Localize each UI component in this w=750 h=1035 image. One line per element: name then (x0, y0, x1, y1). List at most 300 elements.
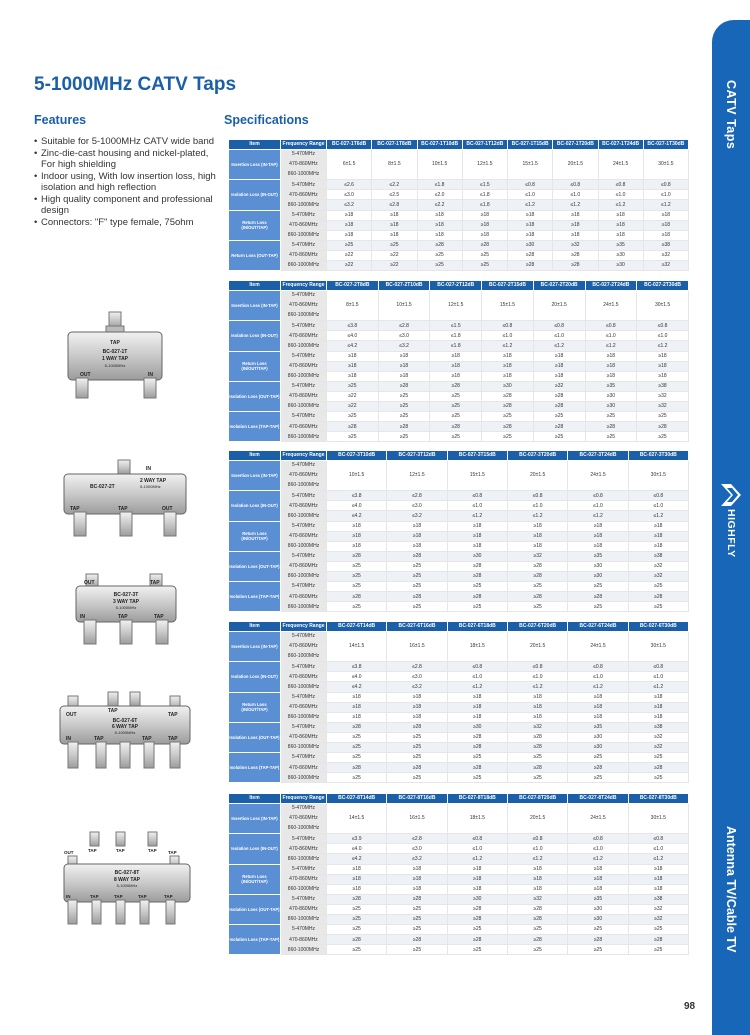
frequency-cell: 860-1000MHz (281, 481, 327, 491)
frequency-cell: 860-1000MHz (281, 541, 327, 551)
value-cell: ≤1.0 (447, 844, 507, 854)
sidebar-category-label: CATV Taps (724, 80, 738, 150)
value-cell: ≥35 (568, 894, 628, 904)
value-cell: ≤1.0 (507, 501, 567, 511)
spec-table-2way (228, 280, 689, 442)
value-cell: ≥18 (430, 361, 482, 371)
value-cell: ≤4.0 (327, 501, 387, 511)
value-cell: 10±1.5 (417, 150, 462, 180)
value-cell: ≥28 (507, 732, 567, 742)
value-cell: ≥28 (387, 763, 447, 773)
frequency-cell: 470-860MHz (281, 331, 327, 341)
value-cell: ≤1.2 (628, 854, 688, 864)
frequency-cell: 470-860MHz (281, 190, 327, 200)
table-row (229, 422, 689, 432)
table-row (229, 702, 689, 712)
table-row (229, 381, 689, 391)
frequency-cell: 470-860MHz (281, 702, 327, 712)
frequency-cell: 470-860MHz (281, 874, 327, 884)
table-row (229, 712, 689, 722)
value-cell: ≥28 (568, 935, 628, 945)
frequency-cell: 860-1000MHz (281, 572, 327, 582)
value-cell: ≤1.0 (447, 672, 507, 682)
value-cell: ≥25 (387, 753, 447, 763)
product-label: 6 WAY TAP (111, 724, 139, 730)
frequency-cell: 470-860MHz (281, 672, 327, 682)
frequency-cell: 5-470MHz (281, 210, 327, 220)
value-cell: ≥28 (430, 422, 482, 432)
column-header: Item (229, 794, 281, 804)
value-cell: ≥18 (327, 712, 387, 722)
value-cell: ≤1.2 (568, 682, 628, 692)
item-label: Return Loss (IN/OUT/TAP) (229, 521, 281, 551)
column-header: BC-027-3T24dB (568, 451, 628, 461)
value-cell: ≥25 (387, 945, 447, 955)
value-cell: ≥18 (417, 220, 462, 230)
value-cell: ≥25 (327, 602, 387, 612)
frequency-cell: 860-1000MHz (281, 773, 327, 783)
value-cell: ≥18 (598, 230, 643, 240)
table-header-row (229, 281, 689, 291)
value-cell: ≥25 (327, 773, 387, 783)
table-row (229, 240, 689, 250)
value-cell: ≥28 (447, 592, 507, 602)
item-label: Insertion Loss (IN-TAP) (229, 291, 281, 321)
value-cell: ≥28 (508, 250, 553, 260)
value-cell: ≥30 (447, 551, 507, 561)
table-row (229, 391, 689, 401)
product-label: 5-1000MHz (114, 730, 136, 735)
value-cell: ≥28 (387, 551, 447, 561)
value-cell: ≥25 (327, 915, 387, 925)
frequency-cell: 860-1000MHz (281, 200, 327, 210)
value-cell: ≥25 (462, 250, 507, 260)
frequency-cell: 5-470MHz (281, 753, 327, 763)
product-label: 5-1000MHz (140, 484, 161, 489)
value-cell: ≤1.2 (637, 341, 689, 351)
value-cell: 18±1.5 (447, 632, 507, 662)
value-cell: ≤1.0 (447, 501, 507, 511)
value-cell: ≥18 (378, 351, 430, 361)
frequency-cell: 5-470MHz (281, 834, 327, 844)
value-cell: ≥18 (637, 361, 689, 371)
value-cell: 20±1.5 (533, 291, 585, 321)
value-cell: ≥18 (507, 541, 567, 551)
table-row (229, 743, 689, 753)
value-cell: ≥18 (447, 864, 507, 874)
value-cell: ≤4.0 (327, 844, 387, 854)
value-cell: ≤1.5 (462, 180, 507, 190)
value-cell: ≥18 (507, 521, 567, 531)
specifications-heading: Specifications (224, 113, 309, 127)
table-row (229, 230, 689, 240)
column-header: BC-027-3T30dB (628, 451, 688, 461)
frequency-cell: 470-860MHz (281, 160, 327, 170)
value-cell: ≥25 (507, 753, 567, 763)
item-label: Isolation Loss (TAP-TAP) (229, 412, 281, 442)
value-cell: ≥25 (327, 904, 387, 914)
table-row (229, 250, 689, 260)
column-header: BC-027-8T16dB (387, 794, 447, 804)
value-cell: 8±1.5 (327, 291, 379, 321)
value-cell: 12±1.5 (430, 291, 482, 321)
frequency-cell: 470-860MHz (281, 642, 327, 652)
table-row (229, 592, 689, 602)
value-cell: ≤1.2 (507, 682, 567, 692)
value-cell: ≥25 (378, 432, 430, 442)
value-cell: ≥25 (387, 743, 447, 753)
value-cell: ≥25 (387, 602, 447, 612)
value-cell: ≤0.8 (507, 491, 567, 501)
value-cell: ≤1.2 (508, 200, 553, 210)
product-label: TAP (116, 848, 125, 853)
frequency-cell: 5-470MHz (281, 521, 327, 531)
frequency-cell: 470-860MHz (281, 763, 327, 773)
frequency-cell: 470-860MHz (281, 391, 327, 401)
frequency-cell: 5-470MHz (281, 804, 327, 814)
value-cell: ≥18 (447, 712, 507, 722)
value-cell: ≥18 (482, 371, 534, 381)
value-cell: ≥18 (372, 210, 417, 220)
value-cell: ≤1.8 (430, 341, 482, 351)
product-label: OUT (64, 850, 74, 855)
table-header-row (229, 140, 689, 150)
value-cell: ≤0.8 (508, 180, 553, 190)
frequency-cell: 5-470MHz (281, 412, 327, 422)
product-label: OUT (66, 712, 77, 718)
value-cell: ≥32 (507, 551, 567, 561)
value-cell: ≥18 (387, 531, 447, 541)
table-row (229, 672, 689, 682)
value-cell: ≥18 (372, 220, 417, 230)
value-cell: 20±1.5 (507, 461, 567, 491)
value-cell: 30±1.5 (628, 804, 688, 834)
value-cell: ≥18 (387, 884, 447, 894)
value-cell: ≤1.0 (507, 844, 567, 854)
value-cell: ≥25 (378, 412, 430, 422)
value-cell: ≥18 (447, 874, 507, 884)
table-row (229, 361, 689, 371)
value-cell: ≥18 (568, 884, 628, 894)
value-cell: ≥28 (482, 402, 534, 412)
value-cell: ≥18 (533, 351, 585, 361)
value-cell: 20±1.5 (507, 804, 567, 834)
table-row (229, 602, 689, 612)
column-header: BC-027-3T20dB (507, 451, 567, 461)
table-row (229, 412, 689, 422)
value-cell: ≥25 (585, 432, 637, 442)
value-cell: ≥18 (598, 210, 643, 220)
value-cell: ≥18 (447, 702, 507, 712)
table-row (229, 925, 689, 935)
value-cell: ≥18 (568, 521, 628, 531)
value-cell: ≤2.2 (372, 180, 417, 190)
value-cell: ≥25 (447, 773, 507, 783)
spec-table-1way (228, 139, 689, 271)
value-cell: ≥18 (327, 351, 379, 361)
value-cell: ≥25 (417, 261, 462, 271)
value-cell: ≥38 (628, 894, 688, 904)
value-cell: ≥28 (378, 422, 430, 432)
value-cell: ≥32 (637, 402, 689, 412)
value-cell: ≥18 (508, 210, 553, 220)
frequency-cell: 5-470MHz (281, 291, 327, 301)
value-cell: ≥18 (508, 230, 553, 240)
product-image-8way-tap (60, 830, 194, 930)
value-cell: ≤2.8 (378, 321, 430, 331)
frequency-cell: 5-470MHz (281, 180, 327, 190)
value-cell: ≥18 (327, 531, 387, 541)
value-cell: ≥28 (447, 572, 507, 582)
value-cell: ≥18 (568, 692, 628, 702)
product-label: BC-027-1T (102, 349, 128, 355)
value-cell: ≥30 (598, 250, 643, 260)
value-cell: ≥18 (378, 371, 430, 381)
value-cell: ≤1.2 (643, 200, 688, 210)
value-cell: ≥18 (462, 210, 507, 220)
frequency-cell: 470-860MHz (281, 422, 327, 432)
column-header: BC-027-6T18dB (447, 622, 507, 632)
value-cell: ≤1.0 (533, 331, 585, 341)
frequency-cell: 470-860MHz (281, 935, 327, 945)
frequency-cell: 860-1000MHz (281, 652, 327, 662)
value-cell: ≥25 (327, 945, 387, 955)
value-cell: ≥28 (553, 250, 598, 260)
value-cell: ≥18 (507, 531, 567, 541)
page-number: 98 (684, 1001, 696, 1012)
spec-table-3way (228, 450, 689, 612)
value-cell: ≤3.9 (327, 834, 387, 844)
value-cell: ≥35 (568, 722, 628, 732)
value-cell: ≤0.8 (637, 321, 689, 331)
value-cell: 30±1.5 (637, 291, 689, 321)
frequency-cell: 470-860MHz (281, 361, 327, 371)
product-label: 5-1000MHz (116, 883, 138, 888)
value-cell: ≤1.8 (417, 180, 462, 190)
value-cell: 8±1.5 (372, 150, 417, 180)
frequency-cell: 5-470MHz (281, 894, 327, 904)
value-cell: ≥25 (372, 240, 417, 250)
value-cell: ≤0.8 (568, 491, 628, 501)
table-row (229, 531, 689, 541)
table-row (229, 854, 689, 864)
value-cell: ≥38 (628, 551, 688, 561)
column-header: Item (229, 140, 281, 150)
value-cell: ≥28 (447, 743, 507, 753)
value-cell: ≥28 (430, 381, 482, 391)
value-cell: ≥25 (568, 773, 628, 783)
features-list (34, 136, 216, 228)
value-cell: ≥28 (447, 561, 507, 571)
column-header: BC-027-1T10dB (417, 140, 462, 150)
value-cell: ≥28 (447, 935, 507, 945)
value-cell: ≥25 (327, 753, 387, 763)
value-cell: ≥18 (553, 210, 598, 220)
value-cell: ≤1.0 (568, 672, 628, 682)
column-header: Item (229, 281, 281, 291)
value-cell: ≥25 (447, 753, 507, 763)
product-label: TAP (108, 708, 118, 714)
value-cell: ≥18 (568, 541, 628, 551)
value-cell: ≥18 (568, 702, 628, 712)
table-row (229, 491, 689, 501)
value-cell: ≤1.8 (462, 190, 507, 200)
value-cell: ≤1.0 (643, 190, 688, 200)
frequency-cell: 5-470MHz (281, 662, 327, 672)
value-cell: ≥30 (447, 894, 507, 904)
value-cell: ≥28 (378, 381, 430, 391)
value-cell: ≥25 (387, 904, 447, 914)
table-row (229, 834, 689, 844)
table-row (229, 180, 689, 190)
value-cell: ≥18 (585, 371, 637, 381)
value-cell: 30±1.5 (628, 461, 688, 491)
table-row (229, 561, 689, 571)
column-header: BC-027-8T20dB (507, 794, 567, 804)
frequency-cell: 470-860MHz (281, 592, 327, 602)
value-cell: ≥25 (628, 602, 688, 612)
value-cell: ≥25 (430, 432, 482, 442)
value-cell: ≥18 (628, 884, 688, 894)
value-cell: ≤1.2 (447, 854, 507, 864)
value-cell: 24±1.5 (585, 291, 637, 321)
item-label: Insertion Loss (IN-TAP) (229, 632, 281, 662)
value-cell: ≤0.8 (628, 491, 688, 501)
value-cell: ≥28 (387, 935, 447, 945)
value-cell: ≥32 (628, 915, 688, 925)
table-row (229, 753, 689, 763)
value-cell: ≥18 (327, 702, 387, 712)
table-row (229, 945, 689, 955)
value-cell: ≥22 (372, 261, 417, 271)
value-cell: ≥28 (533, 402, 585, 412)
value-cell: ≥25 (585, 412, 637, 422)
value-cell: ≥18 (327, 864, 387, 874)
product-label: TAP (118, 506, 128, 512)
value-cell: ≥28 (533, 422, 585, 432)
frequency-cell: 860-1000MHz (281, 915, 327, 925)
value-cell: ≤3.8 (327, 321, 379, 331)
value-cell: ≤4.2 (327, 511, 387, 521)
value-cell: ≤1.2 (533, 341, 585, 351)
feature-item: • Suitable for 5-1000MHz CATV wide band (34, 136, 216, 148)
item-label: Isolation Loss (IN-OUT) (229, 321, 281, 351)
value-cell: ≥18 (387, 702, 447, 712)
table-row (229, 804, 689, 814)
table-header-row (229, 622, 689, 632)
frequency-cell: 860-1000MHz (281, 371, 327, 381)
column-header: BC-027-1T15dB (508, 140, 553, 150)
item-label: Isolation Loss (IN-OUT) (229, 662, 281, 692)
frequency-cell: 860-1000MHz (281, 682, 327, 692)
table-row (229, 291, 689, 301)
value-cell: ≥18 (628, 702, 688, 712)
item-label: Return Loss (OUT-TAP) (229, 240, 281, 270)
value-cell: ≥18 (507, 692, 567, 702)
product-label: BC-027-3T (113, 592, 139, 598)
value-cell: ≥28 (327, 722, 387, 732)
value-cell: ≥30 (568, 561, 628, 571)
column-header: BC-027-8T30dB (628, 794, 688, 804)
table-row (229, 692, 689, 702)
value-cell: ≥25 (637, 412, 689, 422)
product-label: BC-027-2T (90, 484, 115, 490)
value-cell: ≤0.8 (643, 180, 688, 190)
frequency-cell: 860-1000MHz (281, 170, 327, 180)
frequency-cell: 860-1000MHz (281, 945, 327, 955)
value-cell: 30±1.5 (628, 632, 688, 662)
value-cell: ≤2.8 (372, 200, 417, 210)
value-cell: ≥18 (628, 874, 688, 884)
value-cell: ≥25 (507, 582, 567, 592)
product-label: TAP (142, 736, 152, 742)
value-cell: ≥25 (637, 432, 689, 442)
frequency-cell: 5-470MHz (281, 150, 327, 160)
value-cell: ≥18 (568, 874, 628, 884)
value-cell: ≤1.2 (447, 511, 507, 521)
value-cell: ≥25 (628, 925, 688, 935)
value-cell: ≥28 (327, 894, 387, 904)
value-cell: ≤4.2 (327, 682, 387, 692)
value-cell: ≤1.2 (628, 682, 688, 692)
value-cell: ≥30 (598, 261, 643, 271)
value-cell: ≥18 (598, 220, 643, 230)
page-title: 5-1000MHz CATV Taps (34, 74, 237, 95)
table-row (229, 371, 689, 381)
value-cell: ≤3.0 (378, 331, 430, 341)
value-cell: ≤1.2 (447, 682, 507, 692)
value-cell: ≥28 (533, 391, 585, 401)
value-cell: ≥38 (628, 722, 688, 732)
feature-item: • Connectors: "F" type female, 75ohm (34, 217, 216, 229)
item-label: Isolation Loss (OUT-TAP) (229, 894, 281, 924)
highfly-logo-icon (719, 484, 743, 506)
value-cell: ≥32 (628, 732, 688, 742)
value-cell: ≤1.8 (462, 200, 507, 210)
value-cell: ≥25 (447, 945, 507, 955)
value-cell: ≤3.2 (387, 682, 447, 692)
value-cell: ≥25 (387, 915, 447, 925)
feature-item: • High quality component and professional design (34, 194, 216, 217)
value-cell: ≤0.8 (447, 662, 507, 672)
value-cell: ≥18 (507, 702, 567, 712)
value-cell: ≥25 (327, 561, 387, 571)
value-cell: ≥32 (553, 240, 598, 250)
value-cell: ≥28 (628, 763, 688, 773)
item-label: Isolation Loss (OUT-TAP) (229, 381, 281, 411)
value-cell: ≥28 (447, 915, 507, 925)
value-cell: ≤4.2 (327, 341, 379, 351)
table-row (229, 351, 689, 361)
value-cell: ≥25 (387, 572, 447, 582)
value-cell: ≥32 (533, 381, 585, 391)
item-label: Isolation Loss (IN-OUT) (229, 834, 281, 864)
value-cell: ≥18 (327, 361, 379, 371)
frequency-cell: 470-860MHz (281, 531, 327, 541)
value-cell: 15±1.5 (447, 461, 507, 491)
value-cell: ≥25 (482, 412, 534, 422)
value-cell: ≥18 (387, 874, 447, 884)
item-label: Return Loss (IN/OUT/TAP) (229, 210, 281, 240)
value-cell: 12±1.5 (387, 461, 447, 491)
value-cell: ≥25 (378, 402, 430, 412)
value-cell: ≥25 (327, 732, 387, 742)
value-cell: 12±1.5 (462, 150, 507, 180)
product-image-1way-tap (62, 310, 166, 406)
value-cell: ≥25 (507, 925, 567, 935)
table-row (229, 341, 689, 351)
value-cell: ≥18 (430, 371, 482, 381)
